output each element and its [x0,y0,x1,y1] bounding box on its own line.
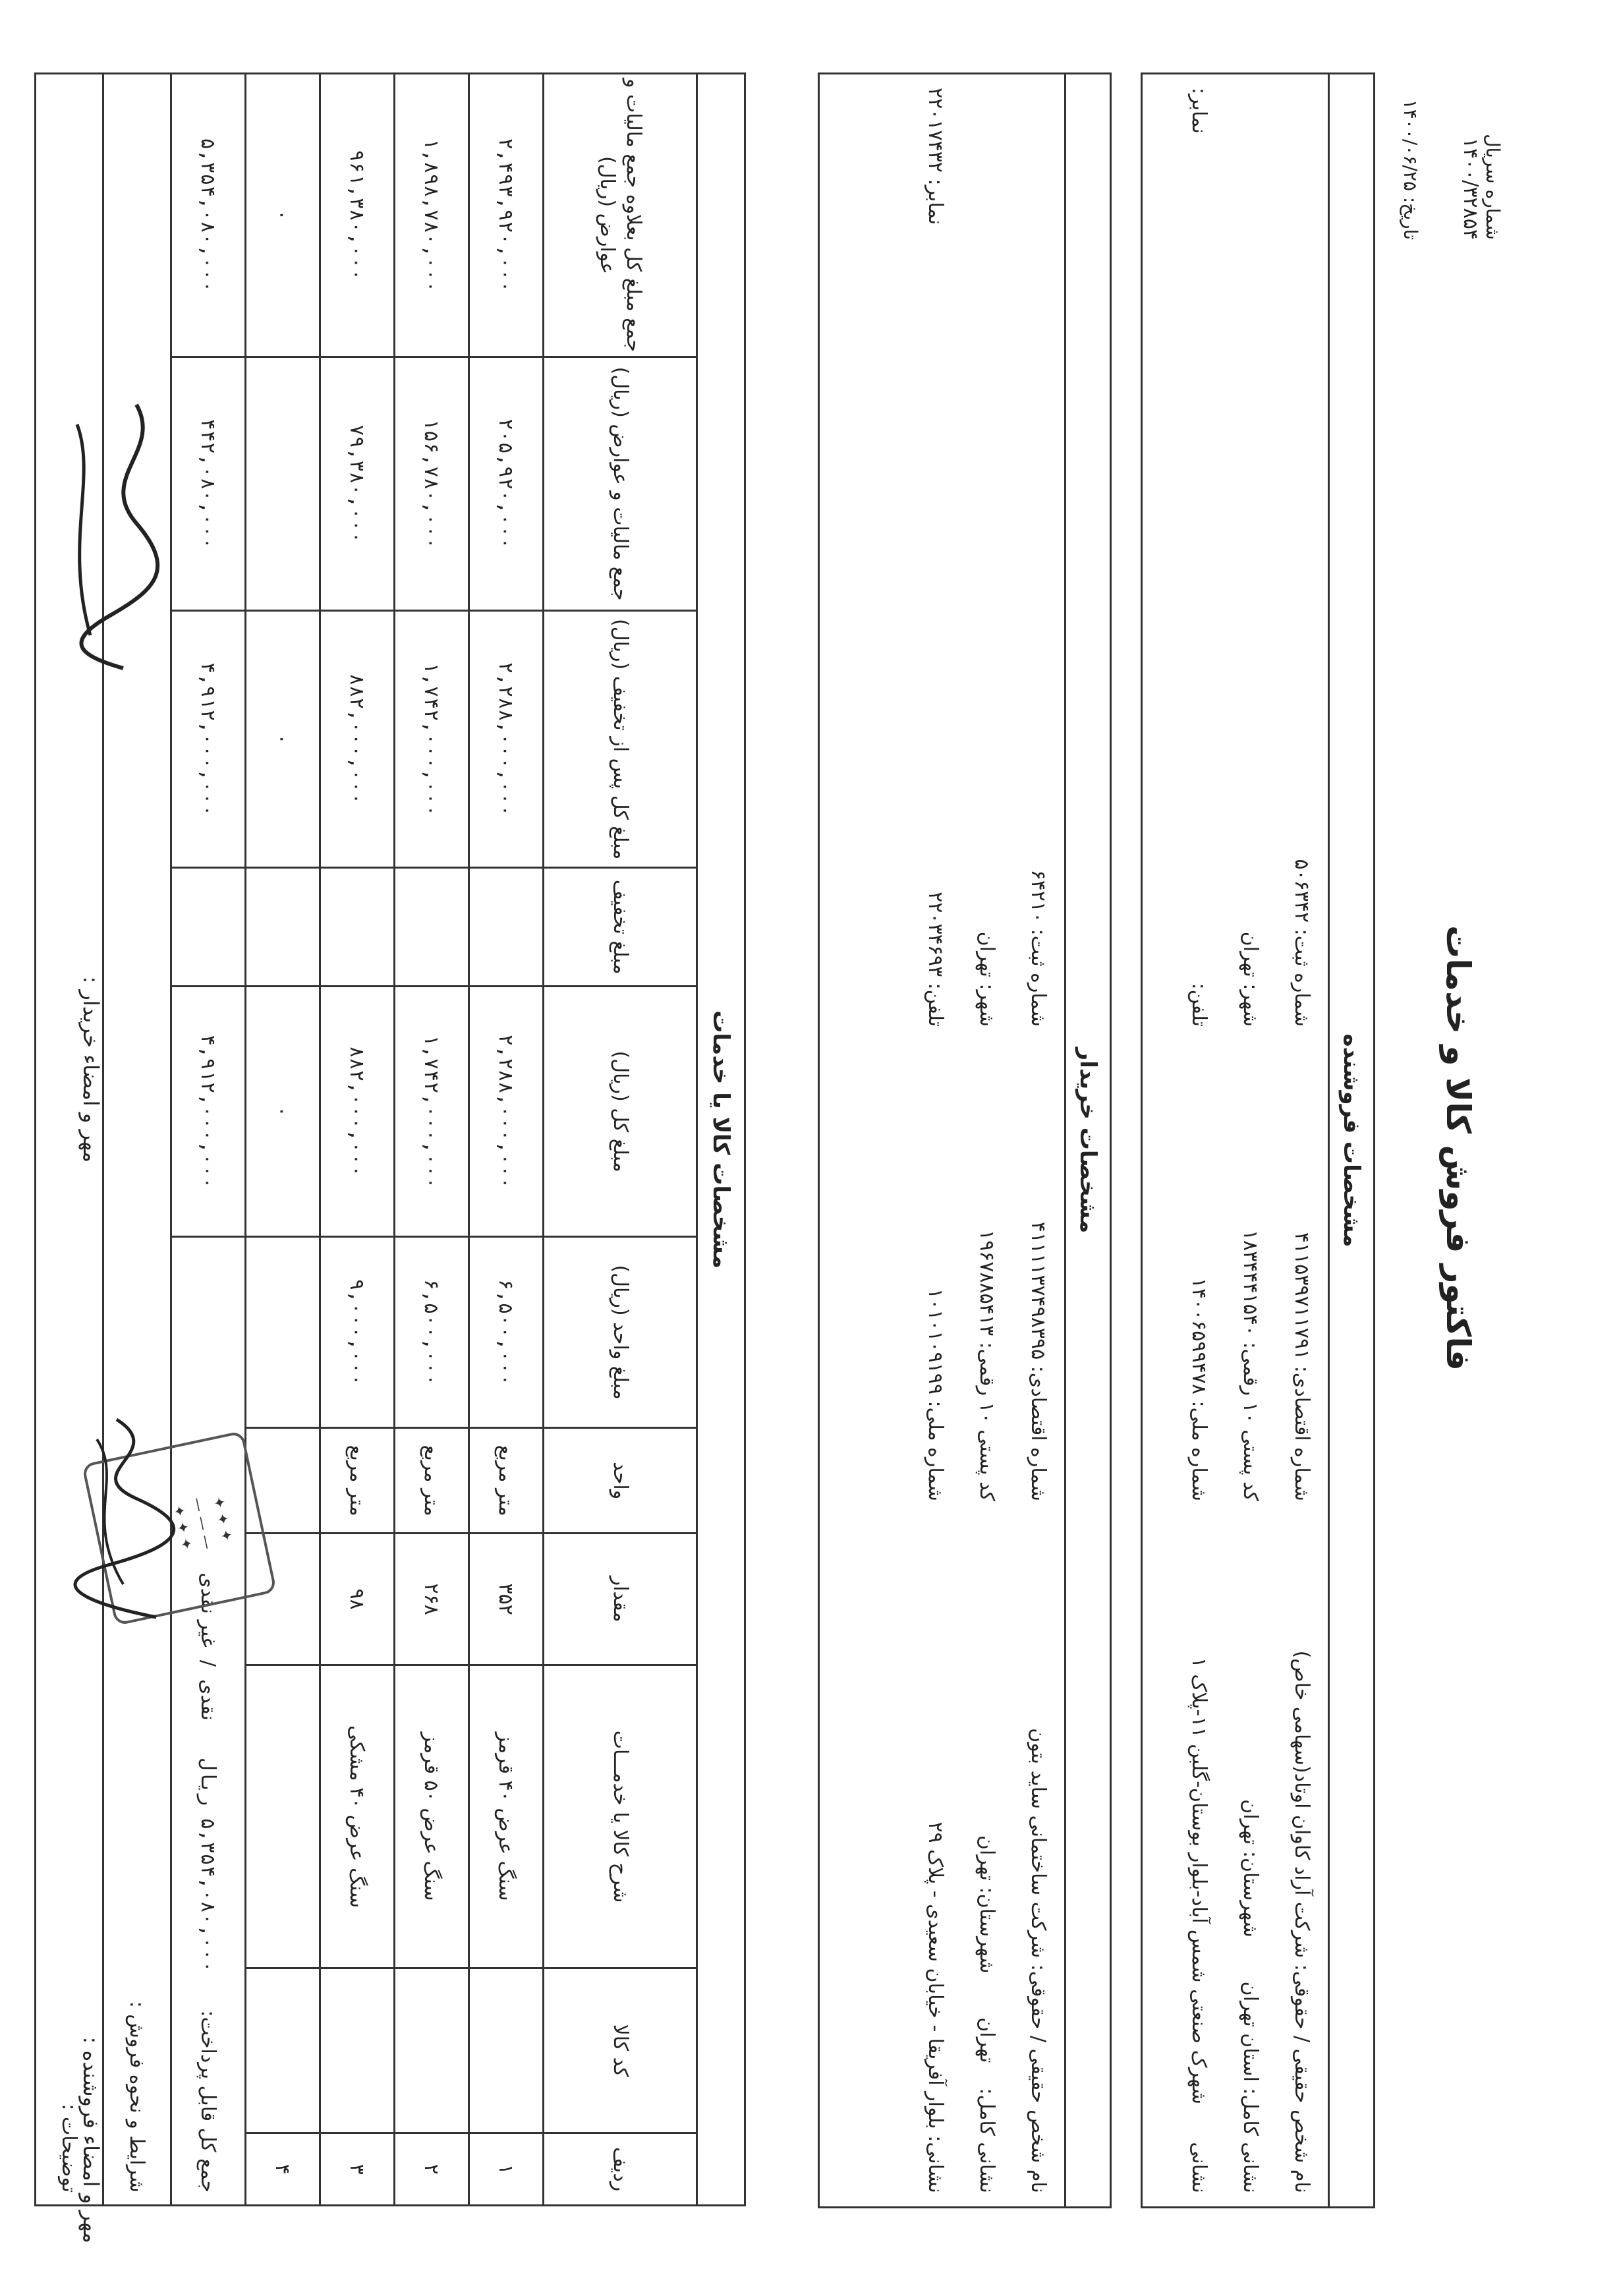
row-no: ۲ [395,2133,469,2206]
seller-full-address [1239,1501,1263,2193]
buyer-signature-label: مهر و امضاء خریدار : [78,976,103,1162]
row-code [246,1968,320,2133]
row-code [469,1968,544,2133]
row-description [246,1665,320,1968]
serial-value: ۱۴۰۰/۳۲۸۵۴ [1459,137,1482,240]
sum-total: ۴,۹۱۲,۰۰۰,۰۰۰ [171,987,246,1237]
seller-fax: نمابر: [1187,88,1211,134]
buyer-national-id: شماره ملی: ۱۰۱۰۱۰۹۱۹۹ [924,1288,948,1501]
seller-address [1188,1501,1211,2193]
row-grand-total: ۲,۴۹۳,۹۲۰,۰۰۰ [469,74,544,357]
company-stamp: ✦ ✦ ✦ — — — ✦ ✦ ✦ [82,1431,277,1626]
row-description: سنگ عرض ۴۰ قرمز [469,1665,544,1968]
seller-section [1141,72,1375,2208]
seller-address-label: نشانی [1187,2142,1211,2193]
row-unit-price: ۶,۵۰۰,۰۰۰ [469,1237,544,1428]
col-row-no: ردیف [544,2133,697,2206]
seller-national-id: شماره ملی: ۱۴۰۰۶۵۹۹۴۷۸ [1187,1277,1211,1501]
table-row [469,74,544,2206]
seller-economic-no: شماره اقتصادی: ۴۱۱۵۳۹۷۱۱۷۹۱ [1290,1232,1314,1501]
items-header-row [544,74,697,2206]
buyer-province: تهران [975,2017,999,2063]
col-grand-total: جمع مبلغ کل بعلاوه جمع مالیات و عوارض (ریال) [544,74,697,357]
seller-name: نام شخص حقیقی / حقوقی: شرکت آراد کاوان اوتاد(سهامی خاص) [1290,1650,1314,2193]
row-discount [395,868,469,987]
row-quantity: ۲۶۸ [395,1534,469,1665]
notes: توضیحات : [36,74,103,2206]
row-discount [320,868,395,987]
row-total: ۰ [246,987,320,1237]
buyer-address-label: نشانی کامل: [975,2088,999,2193]
seller-heading: مشخصات فروشنده [1328,74,1373,2206]
buyer-heading: مشخصات خریدار [1064,74,1110,2206]
seller-postal-code: کد پستی ۱۰ رقمی: ۱۸۳۴۴۴۱۵۴۰ [1239,1229,1263,1501]
row-tax [246,357,320,611]
row-tax: ۱۵۶,۷۸۰,۰۰۰ [395,357,469,611]
col-tax: جمع مالیات و عوارض (ریال) [544,357,697,611]
seller-registration-no: شماره ثبت: ۵۰۶۳۴۲ [1290,859,1314,1027]
row-tax: ۷۹,۳۸۰,۰۰۰ [320,357,395,611]
row-grand-total: ۰ [246,74,320,357]
row-after-discount: ۲,۲۸۸,۰۰۰,۰۰۰ [469,611,544,868]
col-unit: واحد [544,1428,697,1534]
cash-label: نقدی [196,1679,220,1721]
row-total: ۱,۷۴۲,۰۰۰,۰۰۰ [395,987,469,1237]
col-quantity: مقدار [544,1534,697,1665]
seller-province: نشانی کامل: استان تهران [1239,1981,1263,2193]
buyer-phone: تلفن: ۲۲۰۳۴۶۹۳ [924,892,948,1027]
buyer-economic-no: شماره اقتصادی: ۴۱۱۱۱۳۷۴۹۸۳۹۵ [1027,1221,1050,1501]
table-row [246,74,320,2206]
row-description: سنگ عرض ۵۰ قرمز [395,1665,469,1968]
buyer-county: شهرستان: تهران [975,1835,999,1974]
row-grand-total: ۹۶۱,۳۸۰,۰۰۰ [320,74,395,357]
sum-after-discount: ۴,۹۱۲,۰۰۰,۰۰۰ [171,611,246,868]
row-no: ۳ [320,2133,395,2206]
buyer-section [818,72,1112,2208]
buyer-address: نشانی: بلوار آفریقا - خیابان سعیدی - پلاک ۲۹ [924,1822,948,2193]
row-after-discount: ۰ [246,611,320,868]
row-no: ۱ [469,2133,544,2206]
seller-row-3 [1174,88,1225,2193]
credit-label: غیر نقدی [196,1572,220,1648]
seller-phone: تلفن: [1187,983,1211,1027]
buyer-postal-code: کد پستی ۱۰ رقمی: ۱۹۶۷۸۸۵۴۱۳ [975,1229,999,1501]
col-total: مبلغ کل (ریال) [544,987,697,1237]
row-discount [246,868,320,987]
buyer-registration-no: شماره ثبت: ۶۴۲۱۰ [1027,869,1050,1027]
buyer-row-1 [1013,88,1064,2193]
buyer-full-address [976,1501,999,2193]
seller-row-1 [1276,88,1328,2193]
col-after-discount: مبلغ کل پس از تخفیف (ریال) [544,611,697,868]
row-after-discount: ۱,۷۴۲,۰۰۰,۰۰۰ [395,611,469,868]
row-no: ۴ [246,2133,320,2206]
seller-signature-label: مهر و امضاء فروشنده : [78,2036,103,2243]
row-unit: متر مربع [469,1428,544,1534]
col-unit-price: مبلغ واحد (ریال) [544,1237,697,1428]
row-code [320,1968,395,2133]
page-title: فاکتور فروش کالا و خدمات [1439,925,1477,1371]
seller-row-2 [1225,88,1276,2193]
col-description: شرح کالا یا خدمـــات [544,1665,697,1968]
total-row [171,74,246,2206]
total-payable: جمع کل قابل پرداخت: ۵,۳۵۴,۰۸۰,۰۰۰ ریال نقدی / غیر نقدی [171,1237,246,2206]
col-code: کد کالا [544,1968,697,2133]
row-description: سنگ عرض ۴۰ مشکی [320,1665,395,1968]
row-total: ۸۸۲,۰۰۰,۰۰۰ [320,987,395,1237]
buyer-row-2 [961,88,1013,2193]
buyer-fax: نمابر: ۲۲۰۱۷۴۳۲ [924,88,948,225]
items-table [34,72,746,2206]
row-unit-price: ۶,۵۰۰,۰۰۰ [395,1237,469,1428]
seller-county: شهرستان: تهران [1239,1799,1263,1937]
row-tax: ۲۰۵,۹۲۰,۰۰۰ [469,357,544,611]
row-code [395,1968,469,2133]
total-label: جمع کل قابل پرداخت: [196,2010,220,2193]
row-quantity: ۳۵۲ [469,1534,544,1665]
sum-grand-total: ۵,۳۵۴,۰۸۰,۰۰۰ [171,74,246,357]
col-discount: مبلغ تخفیف [544,868,697,987]
row-unit: متر مربع [320,1428,395,1534]
buyer-name: نام شخص حقیقی / حقوقی: شرکت ساختمانی ساید بتون [1027,1728,1050,2193]
row-discount [469,868,544,987]
serial-number [1459,134,1504,240]
buyer-city: شهر: تهران [975,931,999,1027]
seller-address-detail: شهرک صنعتی شمس آباد-بلوار بوستان-گلبن ۱۱-پلاک ۱ [1187,1657,1211,2105]
row-unit-price: ۹,۰۰۰,۰۰۰ [320,1237,395,1428]
row-quantity: ۹۸ [320,1534,395,1665]
row-unit-price [246,1237,320,1428]
invoice-date: تاریخ: ۱۴۰۰/۰۶/۲۵ [1400,99,1421,240]
row-total: ۲,۲۸۸,۰۰۰,۰۰۰ [469,987,544,1237]
buyer-signature [44,398,176,675]
seller-signature [64,1413,196,1624]
items-caption: مشخصات کالا یا خدمات [697,74,745,2206]
buyer-row-3 [910,88,961,2193]
serial-label: شماره سریال [1482,134,1504,240]
total-words: ۵,۳۵۴,۰۸۰,۰۰۰ ریال [196,1758,220,1973]
table-row [320,74,395,2206]
seller-city: شهر: تهران [1239,931,1263,1027]
row-grand-total: ۱,۸۹۸,۷۸۰,۰۰۰ [395,74,469,357]
terms-row [103,74,171,2206]
row-after-discount: ۸۸۲,۰۰۰,۰۰۰ [320,611,395,868]
row-unit: متر مربع [395,1428,469,1534]
sum-tax: ۴۴۲,۰۸۰,۰۰۰ [171,357,246,611]
table-row [395,74,469,2206]
terms: شرایط و نحوه فروش : [103,74,171,2206]
